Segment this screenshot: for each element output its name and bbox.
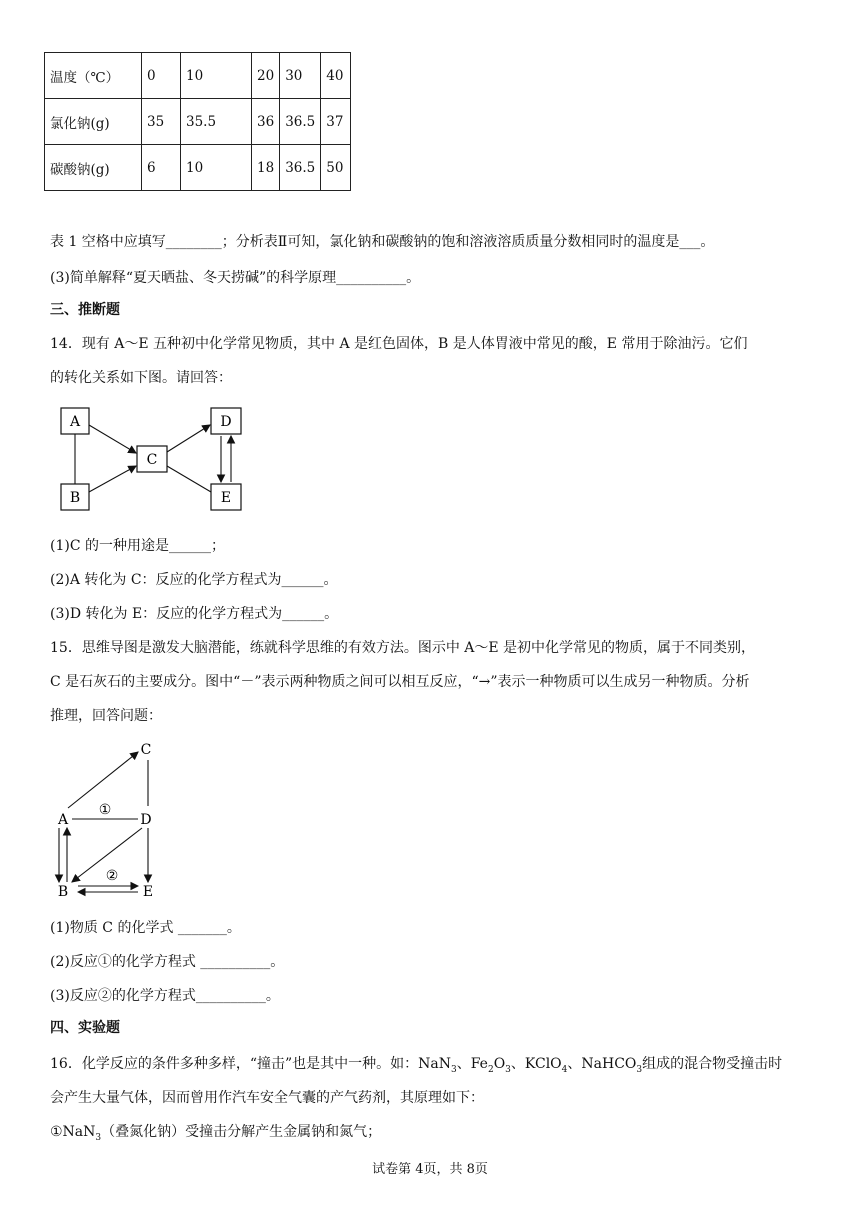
table-cell: 10 — [181, 53, 252, 99]
q16-line3-end: （叠氮化钠）受撞击分解产生金属钠和氮气； — [101, 1124, 382, 1140]
label-d: D — [220, 414, 232, 430]
table-cell: 40 — [321, 53, 351, 99]
table-cell: 37 — [321, 99, 351, 145]
table-row — [45, 99, 351, 145]
q16-line3-start: ①NaN — [50, 1124, 96, 1140]
table-cell: 温度（℃） — [45, 53, 142, 99]
q15-sub1: (1)物质 C 的化学式 _______。 — [50, 920, 241, 936]
q16-line2: 会产生大量气体，因而曾用作汽车安全气囊的产气药剂，其原理如下： — [50, 1090, 484, 1106]
table-row — [45, 145, 351, 191]
label-d: D — [140, 812, 152, 828]
label-e: E — [142, 884, 154, 900]
arrow-a-c — [68, 752, 138, 808]
arrow-c-d — [167, 425, 210, 452]
link-c-e — [167, 466, 211, 492]
table-cell: 36.5 — [280, 99, 321, 145]
label-e: E — [220, 490, 232, 506]
table-cell: 18 — [252, 145, 280, 191]
table-cell: 36.5 — [280, 145, 321, 191]
q14-diagram — [50, 400, 260, 520]
table-cell: 碳酸钠(g) — [45, 145, 142, 191]
table-cell: 0 — [142, 53, 181, 99]
q16-line3: ①NaN$_3$（叠氮化钠）受撞击分解产生金属钠和氮气； — [50, 1124, 382, 1143]
table-cell: 6 — [142, 145, 181, 191]
q14-sub2: (2)A 转化为 C：反应的化学方程式为______。 — [50, 572, 338, 588]
q14-sub3: (3)D 转化为 E：反应的化学方程式为______。 — [50, 606, 339, 622]
q14-sub1: (1)C 的一种用途是______； — [50, 538, 225, 554]
q16-line1-end: 组成的混合物受撞击时 — [642, 1056, 783, 1072]
q15-line2: C 是石灰石的主要成分。图中“－”表示两种物质之间可以相互反应，“→”表示一种物质可以生成另一种物质。分析 — [50, 674, 750, 690]
table-cell: 36 — [252, 99, 280, 145]
label-c: C — [146, 452, 158, 468]
q13-line2: (3)简单解释“夏天晒盐、冬天捞碱”的科学原理__________。 — [50, 270, 421, 286]
label-b: B — [69, 490, 81, 506]
section-heading-experiment: 四、实验题 — [50, 1020, 120, 1036]
q16-line1: 16．化学反应的条件多种多样，“撞击”也是其中一种。如：NaN$_3$、$Fe_2O_3$、KClO$_4$、NaHCO$_3$组成的混合物受撞击时 — [50, 1056, 783, 1075]
label-a: A — [57, 812, 69, 828]
q15-sub3: (3)反应②的化学方程式__________。 — [50, 988, 280, 1004]
table-cell: 氯化钠(g) — [45, 99, 142, 145]
table-cell: 30 — [280, 53, 321, 99]
table-cell: 35.5 — [181, 99, 252, 145]
q15-diagram — [50, 736, 170, 906]
q14-line2: 的转化关系如下图。请回答： — [50, 370, 232, 386]
arrow-a-c — [89, 425, 136, 453]
q13-line1: 表 1 空格中应填写________；分析表Ⅱ可知，氯化钠和碳酸钠的饱和溶液溶质质量分数相同时的温度是___。 — [50, 234, 715, 250]
table-row — [45, 53, 351, 99]
table-cell: 20 — [252, 53, 280, 99]
page-footer: 试卷第 4页，共 8页 — [372, 1162, 488, 1177]
q14-line1: 14．现有 A～E 五种初中化学常见物质，其中 A 是红色固体，B 是人体胃液中常见的酸，E 常用于除油污。它们 — [50, 336, 748, 352]
label-c: C — [140, 742, 152, 758]
label-a: A — [69, 414, 81, 430]
section-heading-inference: 三、推断题 — [50, 302, 120, 318]
q15-line3: 推理，回答问题： — [50, 708, 162, 724]
q15-line1: 15．思维导图是激发大脑潜能，练就科学思维的有效方法。图示中 A～E 是初中化学常见的物质，属于不同类别， — [50, 640, 756, 656]
reaction-mark-2: ② — [105, 868, 119, 884]
solubility-table — [44, 52, 351, 191]
q15-sub2: (2)反应①的化学方程式 __________。 — [50, 954, 285, 970]
label-b: B — [57, 884, 69, 900]
reaction-mark-1: ① — [98, 802, 112, 818]
table-cell: 10 — [181, 145, 252, 191]
table-cell: 35 — [142, 99, 181, 145]
table-cell: 50 — [321, 145, 351, 191]
q16-line1-start: 16．化学反应的条件多种多样，“撞击”也是其中一种。如：NaN — [50, 1056, 451, 1072]
arrow-b-c — [89, 466, 136, 492]
